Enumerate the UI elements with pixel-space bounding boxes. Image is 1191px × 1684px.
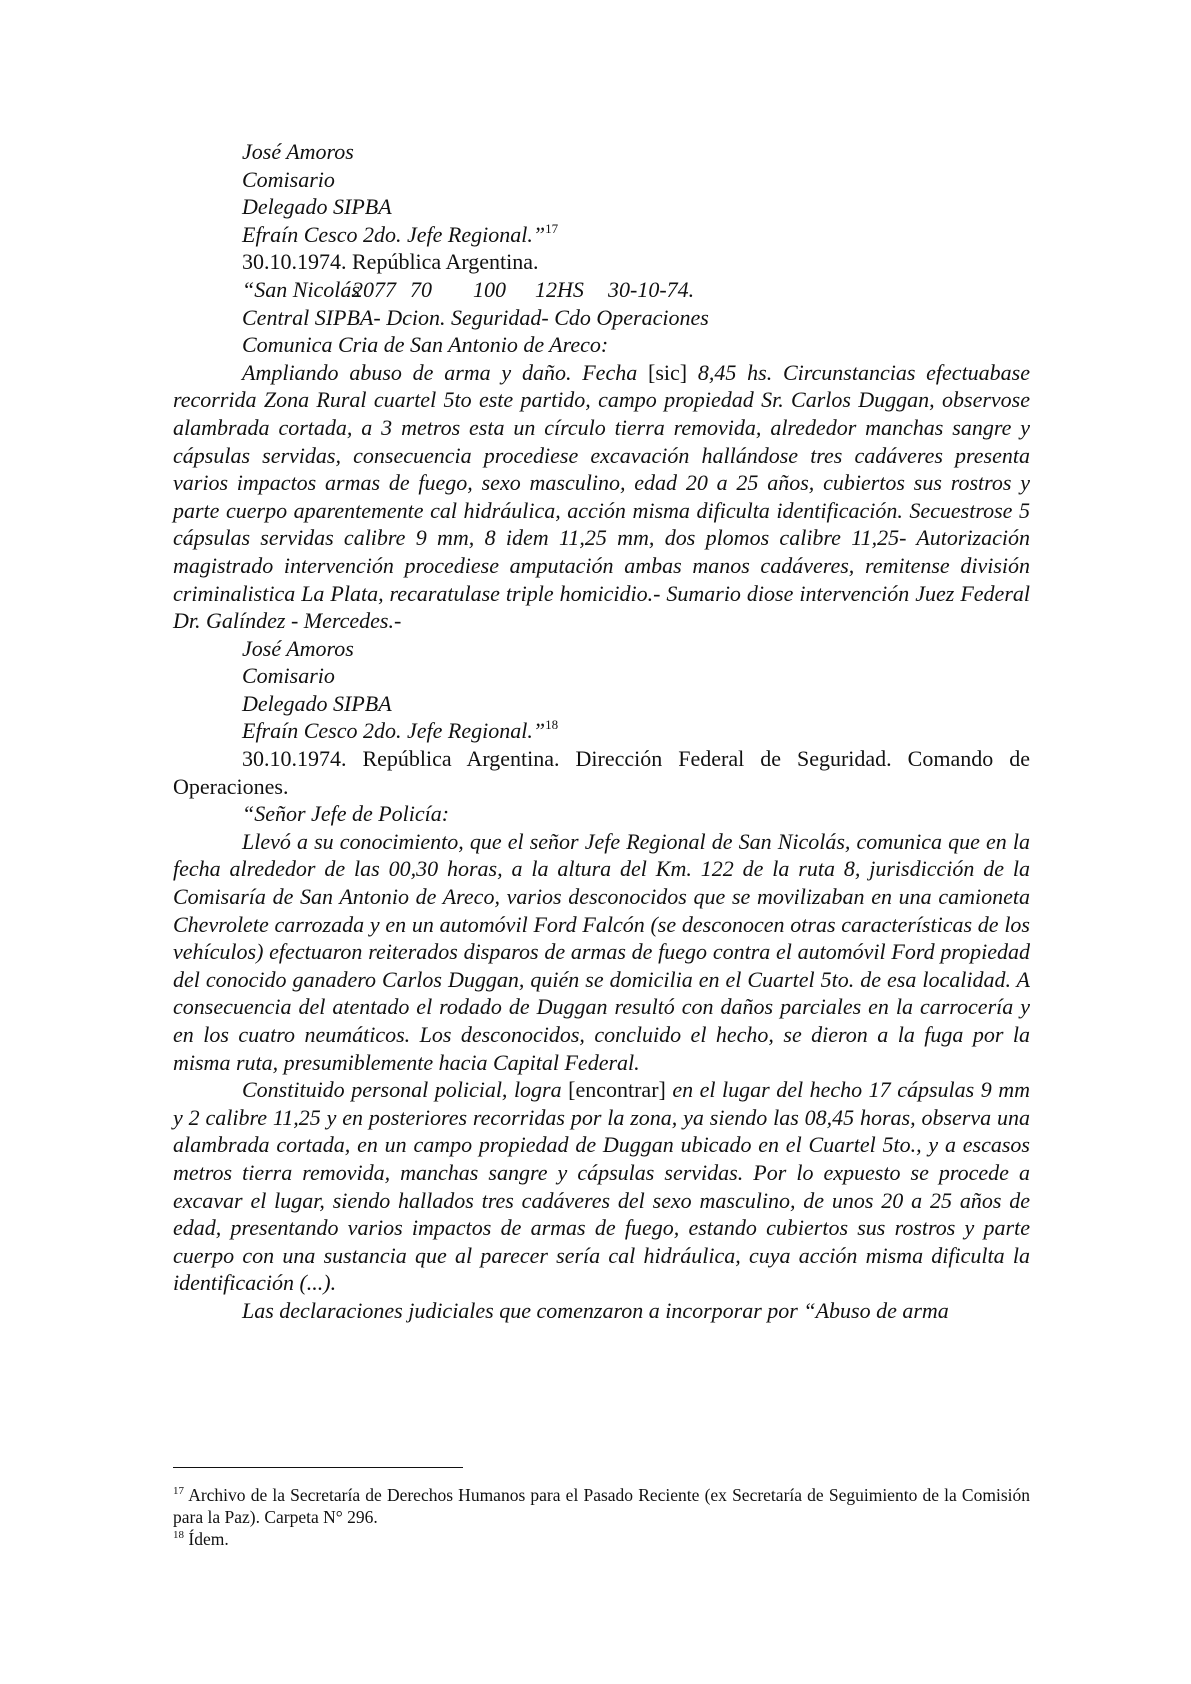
central-line: Central SIPBA- Dcion. Seguridad- Cdo Operaciones (242, 304, 709, 330)
footnote-ref-17[interactable]: 17 (545, 220, 559, 236)
constituido-rest: en el lugar del hecho 17 cápsulas 9 mm y 2 calibre 11,25 y en posteriores recorridas por la zona, ya siendo las 08,45 horas, observa una alambrada cortada, en un campo propiedad de Duggan ubicado en el Cuartel 5to., y a escasos metros tierra removida, manchas sangre y cápsulas servidas. Por lo expuesto se procede a excavar el lugar, siendo hallados tres cadáveres del sexo masculino, de unos 20 a 25 años de edad, presentando varios impactos de armas de fuego, estando cubiertos sus rostros y parte cuerpo con una sustancia que al parecer sería cal hidráulica, cuya acción misma dificulta la identificación (...). (173, 1077, 1030, 1296)
signature-rank: Comisario (242, 166, 335, 192)
closing-line: Las declaraciones judiciales que comenzaron a incorporar por “Abuso de arma (242, 1297, 949, 1323)
date-line: 30.10.1974. República Argentina. (242, 249, 539, 275)
footnote-divider (173, 1467, 463, 1468)
telegram-header (173, 276, 1030, 304)
footnote-18-number: 18 (173, 1529, 184, 1541)
footnote-17-number: 17 (173, 1485, 184, 1497)
signature-chief-line-2 (173, 717, 1030, 745)
signature-chief-2: Efraín Cesco 2do. Jefe Regional.” (242, 718, 546, 744)
signature-chief-line (173, 221, 1030, 249)
telegram-origin: “San Nicolás (242, 276, 360, 302)
constituido-paragraph (173, 1076, 1030, 1297)
footnote-17-text: Archivo de la Secretaría de Derechos Humanos para el Pasado Reciente (ex Secretaría de Seguimiento de la Comisión para la Paz). Carpeta N° 296. (173, 1485, 1030, 1527)
footnote-17 (173, 1484, 1030, 1528)
footnote-ref-18[interactable]: 18 (545, 717, 559, 733)
constituido-start: Constituido personal policial, logra (242, 1077, 562, 1103)
telegram-paragraph-start: Ampliando abuso de arma y daño. Fecha (242, 359, 638, 385)
telegram-time: 12HS (535, 276, 584, 302)
report-paragraph: Llevó a su conocimiento, que el señor Jefe Regional de San Nicolás, comunica que en la fecha alrededor de las 00,30 horas, a la altura del Km. 122 de la ruta 8, jurisdicción de la Comisaría de San Antonio de Areco, varios desconocidos que se movilizaban en una camioneta Chevrolete carrozada y en un automóvil Ford Falcón (se desconocen otras características de los vehículos) efectuaron reiterados disparos de armas de fuego contra el automóvil Ford propiedad del conocido ganadero Carlos Duggan, quién se domicilia en el Cuartel 5to. de esa localidad. A consecuencia del atentado el rodado de Duggan resultó con daños parciales en la carrocería y en los cuatro neumáticos. Los desconocidos, concluido el hecho, se dieron a la fuga por la misma ruta, presumiblemente hacia Capital Federal. (173, 828, 1030, 1075)
salutation: “Señor Jefe de Policía: (242, 801, 450, 827)
telegram-code-b: 100 (473, 276, 506, 302)
signature-rank-2: Comisario (242, 663, 335, 689)
telegram-number: 2077 (352, 276, 396, 302)
signature-office: Delegado SIPBA (242, 194, 392, 220)
date-paragraph: 30.10.1974. República Argentina. Dirección Federal de Seguridad. Comando de Operaciones. (173, 746, 1030, 799)
telegram-paragraph (173, 359, 1030, 635)
footnote-18-text: Ídem. (188, 1529, 229, 1549)
signature-chief: Efraín Cesco 2do. Jefe Regional.” (242, 221, 546, 247)
signature-office-2: Delegado SIPBA (242, 690, 392, 716)
telegram-paragraph-rest: 8,45 hs. Circunstancias efectuabase recorrida Zona Rural cuartel 5to este partido, campo propiedad Sr. Carlos Duggan, observose alambrada cortada, a 3 metros esta un círculo tierra removida, alrededor manchas sangre y cápsulas servidas, consecuencia procediese excavación hallándose tres cadáveres presenta varios impactos armas de fuego, sexo masculino, edad 20 a 25 años, cubiertos sus rostros y parte cuerpo aparentemente cal hidráulica, acción misma dificulta identificación. Secuestrose 5 cápsulas servidas calibre 9 mm, 8 idem 11,25 mm, dos plomos calibre 11,25- Autorización magistrado intervención procediese amputación ambas manos cadáveres, remitense división criminalistica La Plata, recaratulase triple homicidio.- Sumario diose intervención Juez Federal Dr. Galíndez - Mercedes.- (173, 359, 1031, 634)
signature-name: José Amoros (242, 139, 354, 164)
footnote-18 (173, 1528, 1030, 1550)
telegram-code-a: 70 (410, 276, 432, 302)
signature-name-2: José Amoros (242, 635, 354, 661)
document-body (173, 138, 1030, 1325)
telegram-date: 30-10-74. (608, 276, 695, 302)
editorial-sic: [sic] (648, 359, 688, 385)
comunica-line: Comunica Cria de San Antonio de Areco: (242, 332, 609, 358)
footnotes (173, 1484, 1030, 1550)
editorial-insert: [encontrar] (568, 1077, 666, 1103)
